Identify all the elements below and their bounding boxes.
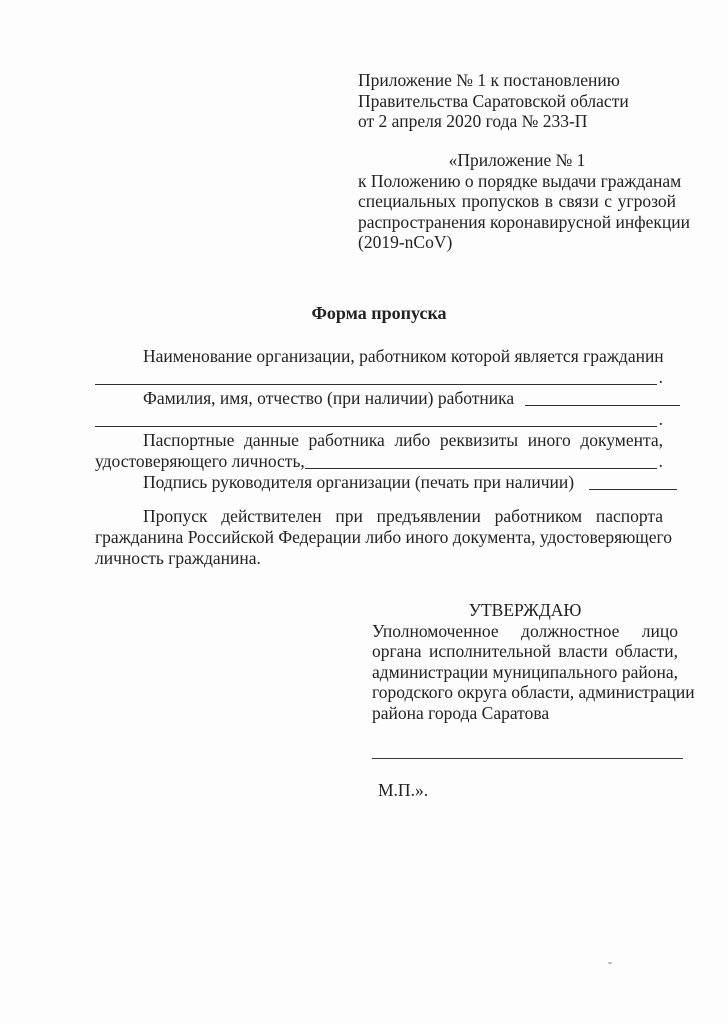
appendix-title-last-line: (2019-nCoV) xyxy=(358,232,453,252)
period: . xyxy=(658,367,663,387)
approval-line: городского округа области, администрации xyxy=(372,682,695,702)
form-title: Форма пропуска xyxy=(311,303,447,323)
organization-blank-row xyxy=(95,367,663,388)
organization-label: Наименование организации, работником которой является гражданин xyxy=(143,346,664,366)
seal-mark: М.П.». xyxy=(378,780,429,800)
approval-line: администрации муниципального района, xyxy=(372,661,678,682)
validity-line: Пропуск действителен при предъявлении работником паспорта xyxy=(143,506,663,526)
fio-blank-line-2 xyxy=(95,426,657,427)
appendix-reference-block xyxy=(358,70,648,132)
appendix-reference-line: Правительства Саратовской области xyxy=(358,90,629,111)
validity-line: гражданина Российской Федерации либо иного документа, удостоверяющего xyxy=(95,527,673,547)
head-signature-label: Подпись руководителя организации (печать при наличии) xyxy=(143,472,579,492)
approval-line: органа исполнительной власти области, xyxy=(372,641,678,661)
appendix-title-line: специальных пропусков в связи с угрозой xyxy=(358,191,676,211)
scan-speck xyxy=(608,962,612,964)
appendix-title-line: распространения коронавирусной инфекции xyxy=(358,211,690,232)
form-body xyxy=(95,346,663,493)
approval-heading: УТВЕРЖДАЮ xyxy=(468,600,582,620)
validity-paragraph xyxy=(95,506,673,569)
validity-line: личность гражданина. xyxy=(95,548,261,568)
appendix-title-block xyxy=(358,150,690,253)
passport-label-line-2: удостоверяющего личность, xyxy=(95,451,305,471)
organization-blank-line xyxy=(95,384,657,385)
appendix-reference-line: от 2 апреля 2020 года № 233-П xyxy=(358,111,588,131)
approval-signature-line xyxy=(372,748,683,759)
approval-last-line: района города Саратова xyxy=(372,702,550,723)
passport-blank-line xyxy=(305,468,657,469)
appendix-title-first-line: «Приложение № 1 xyxy=(448,150,586,170)
passport-row xyxy=(95,451,663,472)
fio-label: Фамилия, имя, отчество (при наличии) работника xyxy=(143,388,515,408)
period: . xyxy=(658,409,663,429)
head-signature-row xyxy=(95,472,677,493)
appendix-title-line: к Положению о порядке выдачи гражданам xyxy=(358,170,682,191)
approval-line: Уполномоченное должностное лицо xyxy=(372,620,678,641)
fio-blank-line xyxy=(525,405,680,406)
passport-label-line-1: Паспортные данные работника либо реквизиты иного документа, xyxy=(143,430,663,450)
approval-block xyxy=(372,600,695,723)
fio-blank-row xyxy=(95,409,663,430)
period: . xyxy=(658,451,663,471)
fio-row xyxy=(95,388,680,409)
head-signature-blank-line xyxy=(589,489,677,490)
appendix-reference-line: Приложение № 1 к постановлению xyxy=(358,70,620,90)
